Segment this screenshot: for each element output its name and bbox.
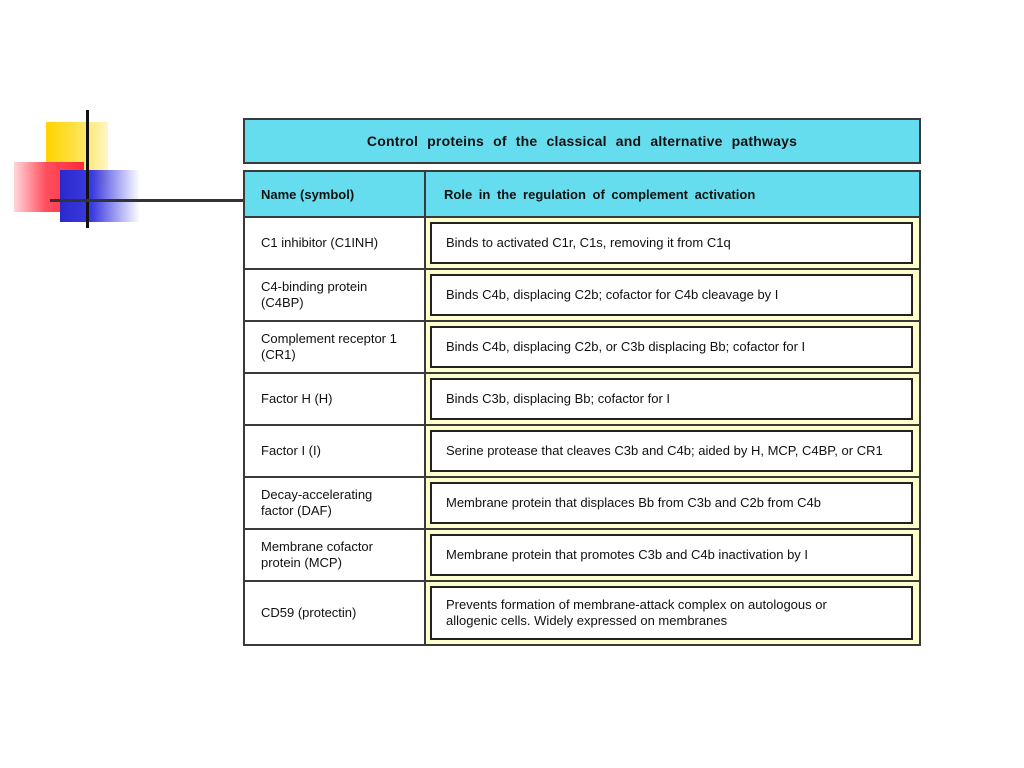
protein-role: Prevents formation of membrane-attack complex on autologous or allogenic cells. Widely expressed on membranes (430, 586, 913, 640)
protein-name: C1 inhibitor (C1INH) (245, 218, 426, 268)
column-header-name: Name (symbol) (245, 172, 426, 216)
control-proteins-table (243, 118, 921, 646)
table-row (245, 218, 919, 270)
protein-name: CD59 (protectin) (245, 582, 426, 644)
horizontal-line (50, 199, 245, 202)
protein-name: Factor I (I) (245, 426, 426, 476)
table-title: Control proteins of the classical and alternative pathways (243, 118, 921, 164)
protein-role: Binds C3b, displacing Bb; cofactor for I (430, 378, 913, 420)
table-body (243, 170, 921, 646)
table-row (245, 322, 919, 374)
table-row (245, 478, 919, 530)
vertical-line (86, 110, 89, 228)
slide-decoration (0, 0, 250, 240)
protein-role: Membrane protein that promotes C3b and C4b inactivation by I (430, 534, 913, 576)
protein-name: Complement receptor 1 (CR1) (245, 322, 426, 372)
table-header-row (245, 172, 919, 218)
protein-name: C4-binding protein (C4BP) (245, 270, 426, 320)
protein-name: Membrane cofactor protein (MCP) (245, 530, 426, 580)
protein-role: Binds C4b, displacing C2b, or C3b displacing Bb; cofactor for I (430, 326, 913, 368)
table-row (245, 270, 919, 322)
table-row (245, 530, 919, 582)
protein-role: Serine protease that cleaves C3b and C4b; aided by H, MCP, C4BP, or CR1 (430, 430, 913, 472)
protein-role: Membrane protein that displaces Bb from C3b and C2b from C4b (430, 482, 913, 524)
protein-name: Factor H (H) (245, 374, 426, 424)
protein-role: Binds to activated C1r, C1s, removing it from C1q (430, 222, 913, 264)
table-row (245, 374, 919, 426)
blue-square (60, 170, 140, 222)
protein-role: Binds C4b, displacing C2b; cofactor for C4b cleavage by I (430, 274, 913, 316)
column-header-role: Role in the regulation of complement activation (444, 186, 756, 202)
table-row (245, 426, 919, 478)
protein-name: Decay-accelerating factor (DAF) (245, 478, 426, 528)
table-row (245, 582, 919, 644)
